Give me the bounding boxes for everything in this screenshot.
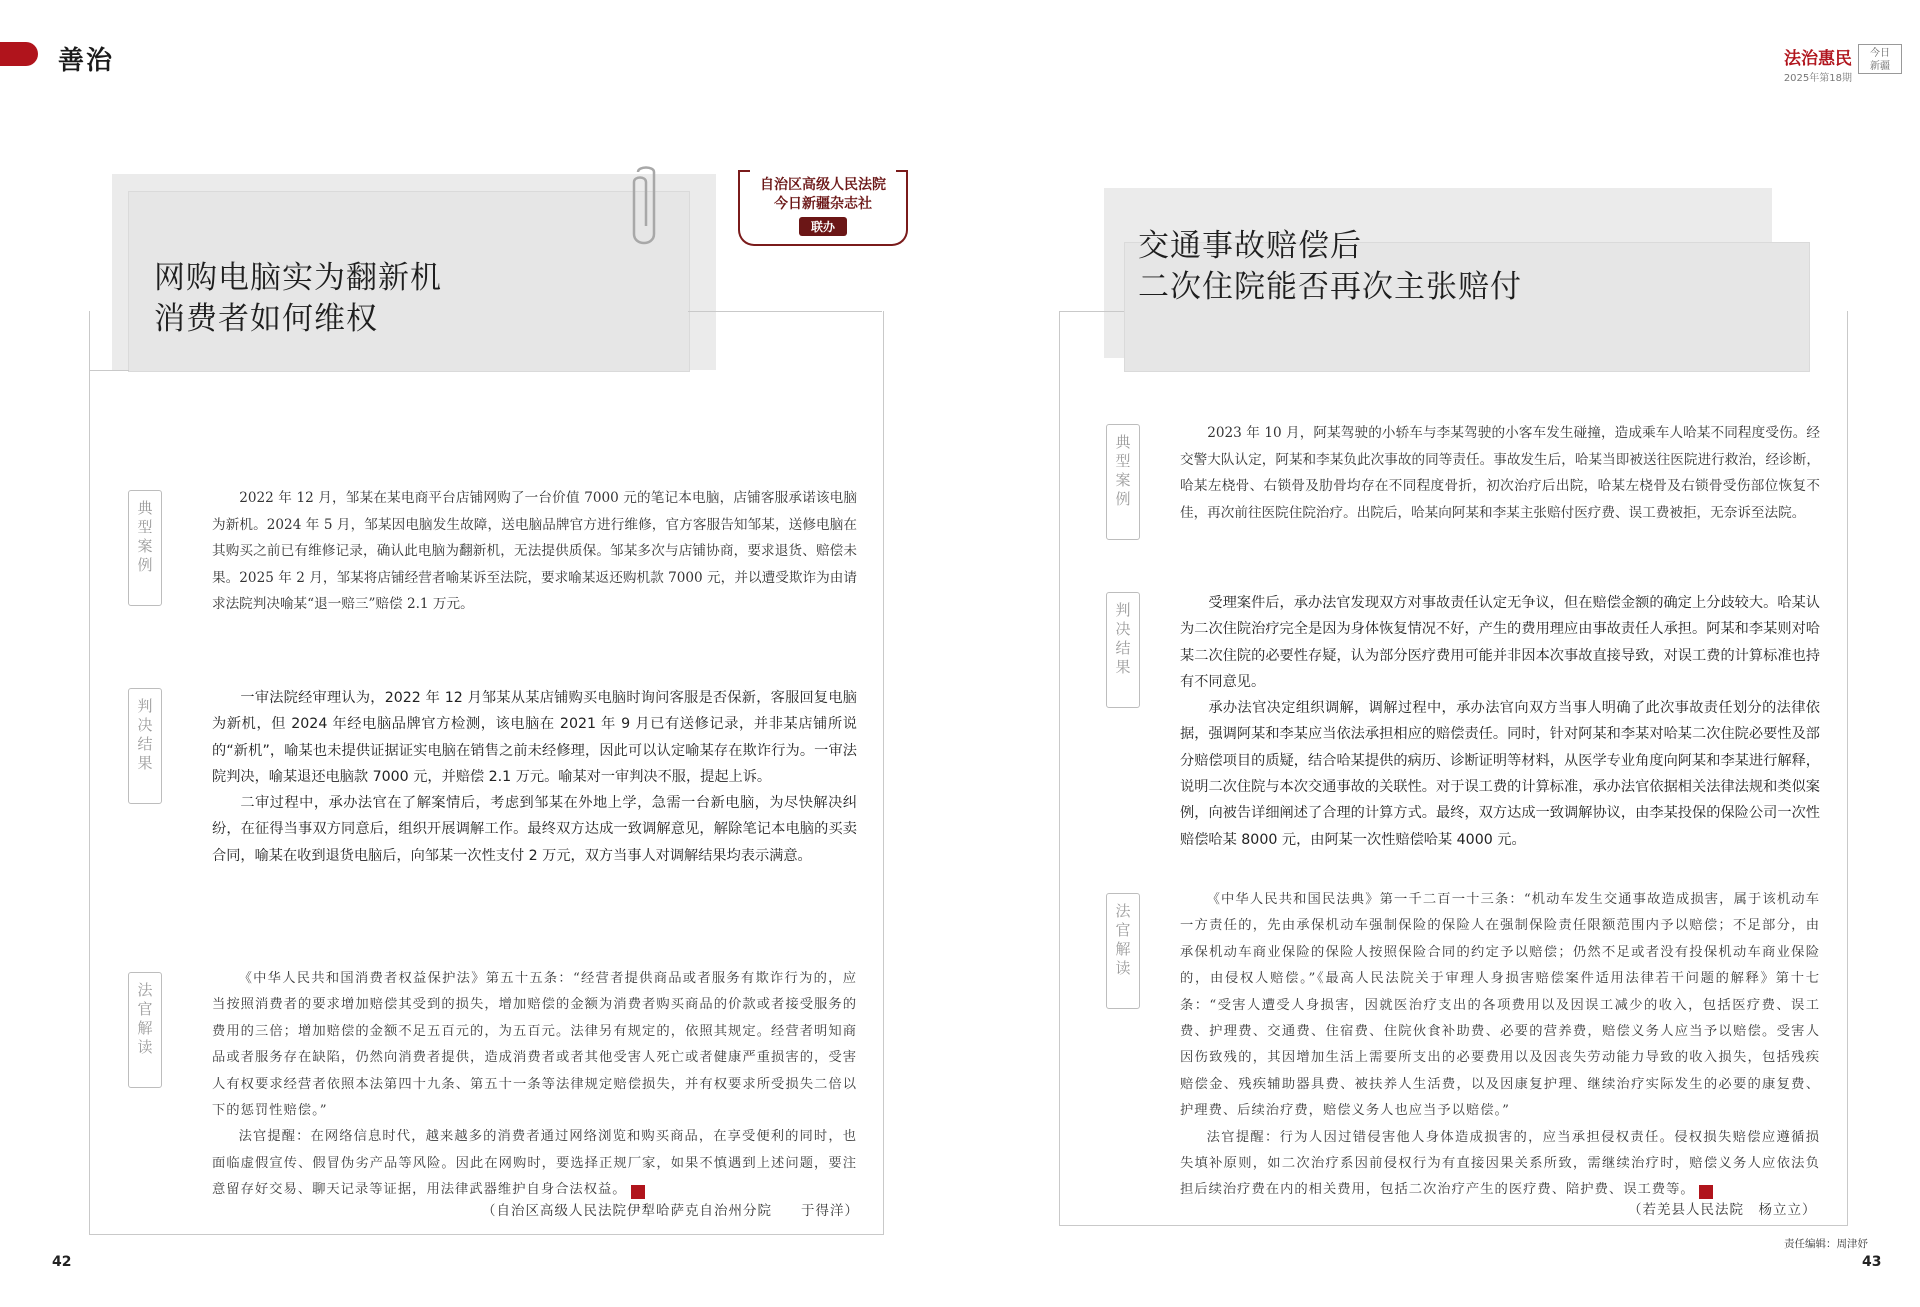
- right-case-text: [1180, 420, 1820, 526]
- paperclip-icon: [624, 164, 668, 250]
- right-article-title: [1138, 226, 1522, 308]
- end-mark-icon: J: [1699, 1185, 1713, 1199]
- left-judge-tip: 法官提醒：在网络信息时代，越来越多的消费者通过网络浏览和购买商品，在享受便利的同时，也面临虚假宣传、假冒伪劣产品等风险。因此在网购时，要选择正规厂家，如果不慎遇到上述问题，要注意留存好交易、聊天记录等证据，用法律武器维护自身合法权益。: [212, 1129, 857, 1198]
- right-law-paragraph-1: 《中华人民共和国民法典》第一千二百一十三条：“机动车发生交通事故造成损害，属于该机动车一方责任的，先由承保机动车强制保险的保险人在强制保险责任限额范围内予以赔偿；不足部分，由承保机动车商业保险的保险人按照保险合同的约定予以赔偿；仍然不足或者没有投保机动车商业保险的，由侵权人赔偿。”《最高人民法院关于审理人身损害赔偿案件适用法律若干问题的解释》第十七条：“受害人遭受人身损害，因就医治疗支出的各项费用以及因误工减少的收入，包括医疗费、误工费、护理费、交通费、住宿费、住院伙食补助费、必要的营养费，赔偿义务人应当予以赔偿。受害人因伤致残的，其因增加生活上需要所支出的必要费用以及因丧失劳动能力导致的收入损失，包括残疾赔偿金、残疾辅助器具费、被扶养人生活费，以及因康复护理、继续治疗实际发生的必要的康复费、护理费、后续治疗费，赔偿义务人也应当予以赔偿。”: [1180, 892, 1820, 1119]
- left-judgment-paragraph-1: 一审法院经审理认为，2022 年 12 月邹某从某店铺购买电脑时询问客服是否保新，客服回复电脑为新机，但 2024 年经电脑品牌官方检测，该电脑在 2021 年 9 月已有送修记录，并非某店铺所说的“新机”，喻某也未提供证据证实电脑在销售之前未经修理，因此可以认定喻某存在欺诈行为。一审法院判决，喻某退还电脑款 7000 元，并赔偿 2.1 万元。喻某对一审判决不服，提起上诉。: [212, 690, 857, 785]
- left-panel-left-edge: [89, 370, 90, 1234]
- tag-judgment-result: 判 决 结 果: [128, 688, 162, 804]
- left-title-line-1: 网购电脑实为翻新机: [154, 260, 442, 296]
- left-signature: （自治区高级人民法院伊犁哈萨克自治州分院 于得洋）: [482, 1203, 859, 1219]
- stamp-line-1: 自治区高级人民法院: [760, 177, 886, 193]
- left-case-text: [212, 485, 857, 618]
- tag-judge-interpretation: 法 官 解 读: [1106, 893, 1140, 1009]
- left-judgment-paragraph-2: 二审过程中，承办法官在了解案情后，考虑到邹某在外地上学，急需一台新电脑，为尽快解决纠纷，在征得当事双方同意后，组织开展调解工作。最终双方达成一致调解意见，解除笔记本电脑的买卖合同，喻某在收到退货电脑后，向邹某一次性支付 2 万元，双方当事人对调解结果均表示满意。: [212, 795, 857, 864]
- right-law-paragraph-2: [1180, 1125, 1820, 1204]
- brand-logo-icon: 今日 新疆: [1858, 44, 1902, 74]
- co-organizer-stamp: [738, 172, 908, 246]
- editor-credit: 责任编辑：周津妤: [1784, 1238, 1868, 1250]
- right-judge-tip: 法官提醒：行为人因过错侵害他人身体造成损害的，应当承担侵权责任。侵权损失赔偿应遵循损失填补原则，如二次治疗系因前侵权行为有直接因果关系所致，需继续治疗时，赔偿义务人应依法负担后续治疗费在内的相关费用，包括二次治疗产生的医疗费、陪护费、误工费等。: [1180, 1129, 1820, 1198]
- left-title-line-2: 消费者如何维权: [154, 301, 378, 337]
- right-case-paragraph: 2023 年 10 月，阿某驾驶的小轿车与李某驾驶的小客车发生碰撞，造成乘车人哈某不同程度受伤。经交警大队认定，阿某和李某负此次事故的同等责任。事故发生后，哈某当即被送往医院进行救治，经诊断，哈某左桡骨、右锁骨及肋骨均存在不同程度骨折，初次治疗后出院，哈某左桡骨及右锁骨受伤部位恢复不佳，再次前往医院住院治疗。出院后，哈某向阿某和李某主张赔付医疗费、误工费被拒，无奈诉至法院。: [1180, 425, 1820, 521]
- section-title: 善治: [58, 46, 115, 76]
- issue-label: 2025年第18期: [1783, 73, 1852, 84]
- right-panel-top-border: [1059, 311, 1124, 312]
- left-judgment-text: [212, 685, 857, 869]
- tag-judgment-result: 判 决 结 果: [1106, 592, 1140, 708]
- right-judgment-paragraph-1: 受理案件后，承办法官发现双方对事故责任认定无争议，但在赔偿金额的确定上分歧较大。哈某认为二次住院治疗完全是因为身体恢复情况不好，产生的费用理应由事故责任人承担。阿某和李某则对哈某二次住院的必要性存疑，认为部分医疗费用可能并非因本次事故直接导致，对误工费的计算标准也持有不同意见。: [1180, 595, 1820, 690]
- right-page-number: 43: [1862, 1254, 1882, 1270]
- right-title-line-1: 交通事故赔偿后: [1138, 228, 1362, 264]
- left-case-paragraph: 2022 年 12 月，邹某在某电商平台店铺网购了一台价值 7000 元的笔记本电脑，店铺客服承诺该电脑为新机。2024 年 5 月，邹某因电脑发生故障，送电脑品牌官方进行维修，官方客服告知邹某，送修电脑在其购买之前已有维修记录，确认此电脑为翻新机，无法提供质保。邹某多次与店铺协商，要求退货、赔偿未果。2025 年 2 月，邹某将店铺经营者喻某诉至法院，要求喻某返还购机款 7000 元，并以遭受欺诈为由请求法院判决喻某“退一赔三”赔偿 2.1 万元。: [212, 490, 857, 612]
- stamp-badge: 联办: [799, 217, 847, 236]
- right-judgment-text: [1180, 590, 1820, 853]
- right-title-line-2: 二次住院能否再次主张赔付: [1138, 269, 1522, 305]
- brand-name: 法治惠民: [1784, 49, 1852, 69]
- left-law-paragraph-1: 《中华人民共和国消费者权益保护法》第五十五条：“经营者提供商品或者服务有欺诈行为的，应当按照消费者的要求增加赔偿其受到的损失，增加赔偿的金额为消费者购买商品的价款或者接受服务的费用的三倍；增加赔偿的金额不足五百元的，为五百元。法律另有规定的，依照其规定。经营者明知商品或者服务存在缺陷，仍然向消费者提供，造成消费者或者其他受害人死亡或者健康严重损害的，受害人有权要求经营者依照本法第四十九条、第五十一条等法律规定赔偿损失，并有权要求所受损失二倍以下的惩罚性赔偿。”: [212, 971, 857, 1119]
- magazine-brand: [1784, 44, 1852, 84]
- left-law-paragraph-2: [212, 1124, 857, 1203]
- tag-typical-case: 典 型 案 例: [128, 490, 162, 606]
- left-panel-top-border-right: [688, 311, 882, 312]
- left-panel-top-border: [89, 370, 129, 371]
- stamp-line-2: 今日新疆杂志社: [774, 196, 872, 212]
- left-page-number: 42: [52, 1254, 72, 1270]
- left-law-text: [212, 966, 857, 1204]
- right-judgment-paragraph-2: 承办法官决定组织调解，调解过程中，承办法官向双方当事人明确了此次事故责任划分的法律依据，强调阿某和李某应当依法承担相应的赔偿责任。同时，针对阿某和李某对哈某二次住院必要性及部分赔偿项目的质疑，结合哈某提供的病历、诊断证明等材料，从医学专业角度向阿某和李某进行解释，说明二次住院与本次交通事故的关联性。对于误工费的计算标准，承办法官依据相关法律法规和类似案例，向被告详细阐述了合理的计算方式。最终，双方达成一致调解协议，由李某投保的保险公司一次性赔偿哈某 8000 元，由阿某一次性赔偿哈某 4000 元。: [1180, 700, 1820, 848]
- right-signature: （若羌县人民法院 杨立立）: [1628, 1202, 1817, 1218]
- section-color-tab: [0, 42, 38, 66]
- tag-typical-case: 典 型 案 例: [1106, 424, 1140, 540]
- tag-judge-interpretation: 法 官 解 读: [128, 972, 162, 1088]
- right-law-text: [1180, 887, 1820, 1204]
- end-mark-icon: J: [631, 1185, 645, 1199]
